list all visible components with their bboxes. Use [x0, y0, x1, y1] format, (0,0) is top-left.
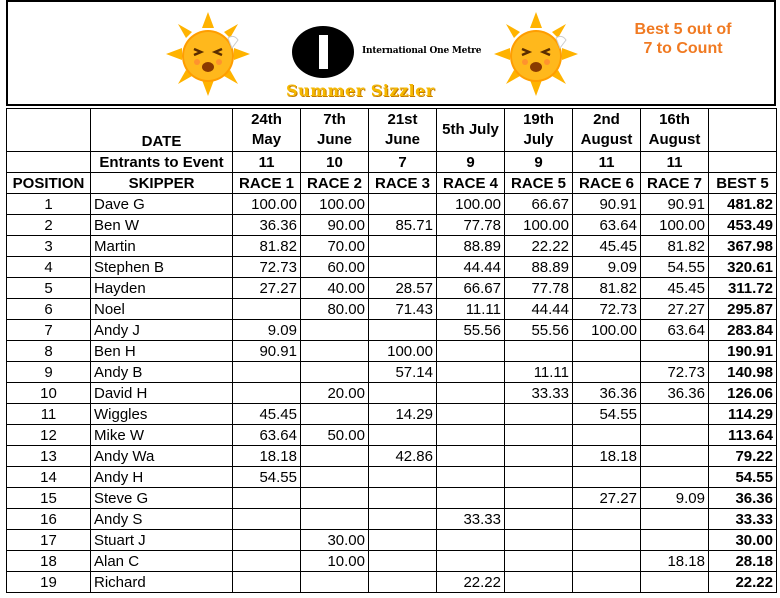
race-score-cell — [573, 341, 641, 362]
race-score-cell: 70.00 — [301, 236, 369, 257]
race-header: RACE 2 — [301, 173, 369, 194]
race-score-cell — [301, 362, 369, 383]
race-score-cell — [437, 467, 505, 488]
race-score-cell: 55.56 — [505, 320, 573, 341]
table-row — [7, 362, 777, 383]
skipper-cell: Andy B — [91, 362, 233, 383]
race-score-cell — [301, 320, 369, 341]
race-date: 7th June — [301, 109, 369, 152]
club-name: International One Metre — [362, 46, 482, 56]
race-score-cell: 44.44 — [437, 257, 505, 278]
table-row — [7, 404, 777, 425]
position-cell: 15 — [7, 488, 91, 509]
race-score-cell — [369, 194, 437, 215]
table-row — [7, 572, 777, 593]
results-table — [6, 108, 777, 593]
race-score-cell: 77.78 — [505, 278, 573, 299]
race-score-cell: 27.27 — [233, 278, 301, 299]
best-five-cell: 33.33 — [709, 509, 777, 530]
race-score-cell: 100.00 — [233, 194, 301, 215]
date-label: DATE — [91, 109, 233, 152]
event-banner — [6, 0, 776, 106]
race-score-cell — [505, 551, 573, 572]
race-score-cell — [369, 551, 437, 572]
blank-cell — [7, 109, 91, 152]
race-score-cell: 66.67 — [505, 194, 573, 215]
race-header: RACE 1 — [233, 173, 301, 194]
race-score-cell: 100.00 — [369, 341, 437, 362]
table-row — [7, 194, 777, 215]
race-score-cell: 18.18 — [233, 446, 301, 467]
race-score-cell: 100.00 — [505, 215, 573, 236]
skipper-cell: Ben W — [91, 215, 233, 236]
skipper-cell: Richard — [91, 572, 233, 593]
table-row — [7, 509, 777, 530]
race-score-cell: 44.44 — [505, 299, 573, 320]
table-row — [7, 425, 777, 446]
skipper-cell: David H — [91, 383, 233, 404]
race-score-cell: 81.82 — [233, 236, 301, 257]
race-score-cell: 18.18 — [573, 446, 641, 467]
table-row — [7, 383, 777, 404]
skipper-cell: Wiggles — [91, 404, 233, 425]
best-five-cell: 126.06 — [709, 383, 777, 404]
race-score-cell: 30.00 — [301, 530, 369, 551]
skipper-cell: Martin — [91, 236, 233, 257]
race-score-cell: 85.71 — [369, 215, 437, 236]
race-header: RACE 4 — [437, 173, 505, 194]
race-score-cell: 45.45 — [641, 278, 709, 299]
race-header: RACE 6 — [573, 173, 641, 194]
race-score-cell: 9.09 — [573, 257, 641, 278]
position-cell: 18 — [7, 551, 91, 572]
race-score-cell — [369, 383, 437, 404]
race-score-cell — [437, 551, 505, 572]
race-score-cell: 90.91 — [641, 194, 709, 215]
race-score-cell: 36.36 — [641, 383, 709, 404]
entrant-count: 11 — [641, 152, 709, 173]
blank-cell — [7, 152, 91, 173]
position-cell: 9 — [7, 362, 91, 383]
best-five-cell: 140.98 — [709, 362, 777, 383]
race-score-cell — [437, 341, 505, 362]
race-date: 5th July — [437, 109, 505, 152]
best-five-cell: 283.84 — [709, 320, 777, 341]
table-row — [7, 320, 777, 341]
position-cell: 16 — [7, 509, 91, 530]
race-score-cell — [369, 257, 437, 278]
table-row — [7, 257, 777, 278]
position-cell: 13 — [7, 446, 91, 467]
race-score-cell — [301, 509, 369, 530]
best-five-cell: 311.72 — [709, 278, 777, 299]
race-score-cell — [505, 425, 573, 446]
skipper-cell: Alan C — [91, 551, 233, 572]
race-score-cell — [233, 551, 301, 572]
race-score-cell — [437, 446, 505, 467]
race-score-cell — [641, 530, 709, 551]
race-score-cell — [641, 341, 709, 362]
race-score-cell: 50.00 — [301, 425, 369, 446]
race-score-cell — [301, 341, 369, 362]
entrant-count: 7 — [369, 152, 437, 173]
race-score-cell — [573, 467, 641, 488]
race-score-cell — [437, 488, 505, 509]
position-cell: 1 — [7, 194, 91, 215]
race-date: 21st June — [369, 109, 437, 152]
race-score-cell — [505, 404, 573, 425]
skipper-cell: Hayden — [91, 278, 233, 299]
skipper-cell: Noel — [91, 299, 233, 320]
race-date: 24th May — [233, 109, 301, 152]
entrant-count: 10 — [301, 152, 369, 173]
best-note-line-2: 7 to Count — [643, 40, 723, 57]
best-five-cell: 320.61 — [709, 257, 777, 278]
skipper-cell: Mike W — [91, 425, 233, 446]
race-score-cell — [641, 404, 709, 425]
entrant-count: 9 — [505, 152, 573, 173]
race-score-cell — [573, 425, 641, 446]
race-score-cell — [369, 488, 437, 509]
race-score-cell: 63.64 — [233, 425, 301, 446]
race-score-cell: 80.00 — [301, 299, 369, 320]
skipper-cell: Stuart J — [91, 530, 233, 551]
position-cell: 10 — [7, 383, 91, 404]
race-score-cell: 14.29 — [369, 404, 437, 425]
race-score-cell: 11.11 — [437, 299, 505, 320]
race-score-cell: 40.00 — [301, 278, 369, 299]
race-header: RACE 7 — [641, 173, 709, 194]
race-score-cell — [233, 299, 301, 320]
position-header: POSITION — [7, 173, 91, 194]
event-title: Summer Sizzler — [286, 81, 435, 100]
best-five-cell: 36.36 — [709, 488, 777, 509]
skipper-cell: Ben H — [91, 341, 233, 362]
skipper-cell: Andy J — [91, 320, 233, 341]
table-row — [7, 467, 777, 488]
skipper-cell: Steve G — [91, 488, 233, 509]
race-score-cell — [301, 572, 369, 593]
race-score-cell — [301, 467, 369, 488]
skipper-cell: Dave G — [91, 194, 233, 215]
position-cell: 7 — [7, 320, 91, 341]
race-score-cell: 42.86 — [369, 446, 437, 467]
best-five-note — [608, 20, 758, 58]
race-score-cell — [641, 467, 709, 488]
race-score-cell: 90.91 — [233, 341, 301, 362]
race-score-cell — [369, 530, 437, 551]
race-score-cell: 100.00 — [641, 215, 709, 236]
race-score-cell: 81.82 — [641, 236, 709, 257]
race-score-cell: 72.73 — [641, 362, 709, 383]
skipper-header: SKIPPER — [91, 173, 233, 194]
skipper-cell: Andy H — [91, 467, 233, 488]
race-header: RACE 5 — [505, 173, 573, 194]
race-score-cell — [369, 320, 437, 341]
position-cell: 12 — [7, 425, 91, 446]
date-header-row — [7, 109, 777, 152]
race-score-cell — [505, 467, 573, 488]
race-date: 16th August — [641, 109, 709, 152]
race-score-cell: 36.36 — [233, 215, 301, 236]
race-date: 19th July — [505, 109, 573, 152]
table-row — [7, 299, 777, 320]
position-cell: 3 — [7, 236, 91, 257]
entrants-label: Entrants to Event — [91, 152, 233, 173]
race-score-cell: 10.00 — [301, 551, 369, 572]
race-score-cell: 100.00 — [573, 320, 641, 341]
race-score-cell: 57.14 — [369, 362, 437, 383]
race-score-cell — [505, 446, 573, 467]
race-score-cell — [505, 509, 573, 530]
race-score-cell: 9.09 — [233, 320, 301, 341]
race-score-cell — [233, 572, 301, 593]
best-five-cell: 114.29 — [709, 404, 777, 425]
race-score-cell — [369, 572, 437, 593]
race-score-cell: 36.36 — [573, 383, 641, 404]
race-score-cell — [505, 530, 573, 551]
sun-emoji-icon — [166, 12, 250, 96]
race-score-cell: 22.22 — [437, 572, 505, 593]
race-score-cell: 72.73 — [233, 257, 301, 278]
race-score-cell — [369, 467, 437, 488]
race-score-cell: 81.82 — [573, 278, 641, 299]
race-header: RACE 3 — [369, 173, 437, 194]
race-score-cell: 33.33 — [505, 383, 573, 404]
race-score-cell — [641, 509, 709, 530]
race-score-cell: 54.55 — [233, 467, 301, 488]
race-score-cell — [573, 362, 641, 383]
race-score-cell: 33.33 — [437, 509, 505, 530]
race-score-cell: 88.89 — [505, 257, 573, 278]
position-cell: 6 — [7, 299, 91, 320]
race-score-cell: 45.45 — [233, 404, 301, 425]
best-five-cell: 453.49 — [709, 215, 777, 236]
race-score-cell: 27.27 — [641, 299, 709, 320]
entrant-count: 9 — [437, 152, 505, 173]
race-score-cell: 54.55 — [641, 257, 709, 278]
race-score-cell — [641, 446, 709, 467]
race-score-cell — [369, 509, 437, 530]
race-score-cell: 71.43 — [369, 299, 437, 320]
best-five-cell: 22.22 — [709, 572, 777, 593]
race-score-cell: 60.00 — [301, 257, 369, 278]
table-row — [7, 446, 777, 467]
race-score-cell: 63.64 — [641, 320, 709, 341]
race-score-cell: 45.45 — [573, 236, 641, 257]
table-row — [7, 341, 777, 362]
position-cell: 14 — [7, 467, 91, 488]
sun-emoji-icon — [494, 12, 578, 96]
position-cell: 8 — [7, 341, 91, 362]
position-cell: 17 — [7, 530, 91, 551]
race-score-cell — [573, 572, 641, 593]
race-score-cell — [437, 362, 505, 383]
best-five-cell: 190.91 — [709, 341, 777, 362]
race-score-cell — [573, 530, 641, 551]
entrant-count: 11 — [573, 152, 641, 173]
best-note-line-1: Best 5 out of — [634, 21, 732, 38]
skipper-cell: Andy S — [91, 509, 233, 530]
best-five-cell: 79.22 — [709, 446, 777, 467]
race-date: 2nd August — [573, 109, 641, 152]
race-score-cell: 20.00 — [301, 383, 369, 404]
position-cell: 5 — [7, 278, 91, 299]
race-score-cell: 55.56 — [437, 320, 505, 341]
race-score-cell: 100.00 — [437, 194, 505, 215]
race-score-cell — [505, 341, 573, 362]
position-cell: 19 — [7, 572, 91, 593]
table-row — [7, 278, 777, 299]
race-score-cell — [369, 425, 437, 446]
race-score-cell — [437, 530, 505, 551]
entrants-row — [7, 152, 777, 173]
table-row — [7, 236, 777, 257]
race-score-cell: 66.67 — [437, 278, 505, 299]
best-five-cell: 28.18 — [709, 551, 777, 572]
race-score-cell: 28.57 — [369, 278, 437, 299]
race-score-cell — [233, 488, 301, 509]
race-score-cell — [641, 572, 709, 593]
race-score-cell — [641, 425, 709, 446]
column-header-row — [7, 173, 777, 194]
race-score-cell — [437, 383, 505, 404]
race-score-cell — [573, 509, 641, 530]
best-five-cell: 113.64 — [709, 425, 777, 446]
entrant-count: 11 — [233, 152, 301, 173]
race-score-cell — [369, 236, 437, 257]
race-score-cell — [233, 383, 301, 404]
race-score-cell — [301, 446, 369, 467]
race-score-cell: 90.91 — [573, 194, 641, 215]
position-cell: 11 — [7, 404, 91, 425]
iom-logo-bar — [319, 35, 328, 69]
race-score-cell: 90.00 — [301, 215, 369, 236]
race-score-cell: 11.11 — [505, 362, 573, 383]
race-score-cell — [301, 404, 369, 425]
best-five-cell: 295.87 — [709, 299, 777, 320]
race-score-cell — [505, 488, 573, 509]
best-five-header: BEST 5 — [709, 173, 777, 194]
position-cell: 4 — [7, 257, 91, 278]
position-cell: 2 — [7, 215, 91, 236]
race-score-cell — [233, 530, 301, 551]
best-five-cell: 367.98 — [709, 236, 777, 257]
race-score-cell: 77.78 — [437, 215, 505, 236]
race-score-cell — [505, 572, 573, 593]
race-score-cell: 72.73 — [573, 299, 641, 320]
best-five-cell: 30.00 — [709, 530, 777, 551]
race-score-cell: 54.55 — [573, 404, 641, 425]
race-score-cell: 63.64 — [573, 215, 641, 236]
race-score-cell: 88.89 — [437, 236, 505, 257]
skipper-cell: Stephen B — [91, 257, 233, 278]
race-score-cell — [573, 551, 641, 572]
race-score-cell: 9.09 — [641, 488, 709, 509]
best-five-cell: 481.82 — [709, 194, 777, 215]
blank-cell — [709, 109, 777, 152]
race-score-cell: 27.27 — [573, 488, 641, 509]
race-score-cell — [233, 509, 301, 530]
table-row — [7, 215, 777, 236]
race-score-cell — [437, 404, 505, 425]
race-score-cell — [233, 362, 301, 383]
blank-cell — [709, 152, 777, 173]
table-row — [7, 530, 777, 551]
table-row — [7, 488, 777, 509]
best-five-cell: 54.55 — [709, 467, 777, 488]
race-score-cell — [437, 425, 505, 446]
skipper-cell: Andy Wa — [91, 446, 233, 467]
race-score-cell — [301, 488, 369, 509]
table-row — [7, 551, 777, 572]
race-score-cell: 18.18 — [641, 551, 709, 572]
race-score-cell: 22.22 — [505, 236, 573, 257]
race-score-cell: 100.00 — [301, 194, 369, 215]
